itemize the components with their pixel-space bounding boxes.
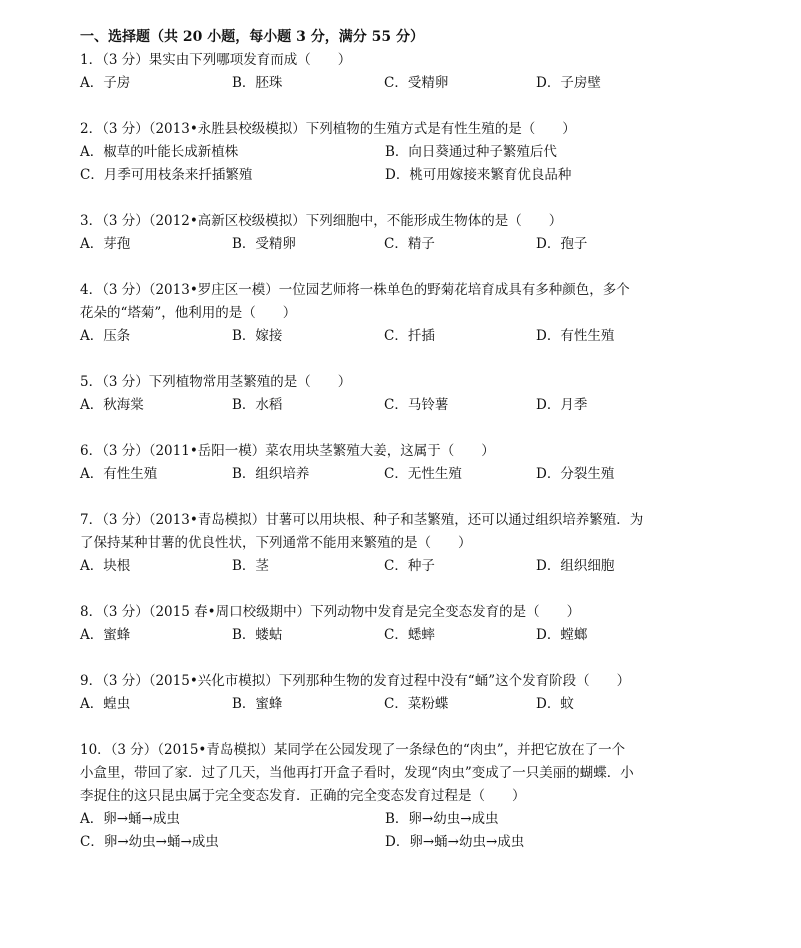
question-spacer [80,187,720,210]
option-a: A．子房 [80,75,131,91]
options-group [80,463,720,486]
option-b: B．胚珠 [232,75,283,91]
question-stem-line: 3．（3 分）（2012•高新区校级模拟）下列细胞中，不能形成生物体的是（ ） [80,213,563,229]
question-stem-line: 5．（3 分）下列植物常用茎繁殖的是（ ） [80,374,352,390]
option-b: B．受精卵 [232,236,296,252]
options-group [80,325,720,348]
question-8 [80,601,720,670]
option-b: B．卵→幼虫→成虫 [385,811,499,827]
option-d: D．有性生殖 [536,328,615,344]
option-a: A．压条 [80,328,131,344]
options-group [80,72,720,95]
question-stem-line: 8．（3 分）（2015 春•周口校级期中）下列动物中发育是完全变态发育的是（ ） [80,604,581,620]
question-spacer [80,647,720,670]
option-d: D．分裂生殖 [536,466,615,482]
option-a: A．卵→蛹→成虫 [80,811,180,827]
option-a: A．块根 [80,558,131,574]
question-6 [80,440,720,509]
option-b: B．蝼蛄 [232,627,283,643]
option-b: B．组织培养 [232,466,310,482]
question-9 [80,670,720,739]
options-group [80,394,720,417]
option-a: A．有性生殖 [80,466,158,482]
option-d: D．组织细胞 [536,558,615,574]
question-stem-line: 小盒里，带回了家．过了几天，当他再打开盒子看时，发现“肉虫”变成了一只美丽的蝴蝶．小 [80,765,634,781]
option-c: C．种子 [384,558,435,574]
option-d: D．卵→蛹→幼虫→成虫 [385,834,525,850]
question-stem-line: 9．（3 分）（2015•兴化市模拟）下列那种生物的发育过程中没有“蛹”这个发育阶段（ ） [80,673,631,689]
option-a: A．蝗虫 [80,696,131,712]
option-c: C．卵→幼虫→蛹→成虫 [80,834,219,850]
option-a: A．蜜蜂 [80,627,131,643]
question-10 [80,739,720,854]
question-3 [80,210,720,279]
options-group [80,141,720,187]
question-spacer [80,716,720,739]
question-1 [80,49,720,118]
question-spacer [80,256,720,279]
question-stem-line: 了保持某种甘薯的优良性状，下列通常不能用来繁殖的是（ ） [80,535,472,551]
option-d: D．桃可用嫁接来繁育优良品种 [385,167,572,183]
options-group [80,808,720,854]
option-c: C．菜粉蝶 [384,696,449,712]
options-group [80,624,720,647]
option-b: B．蜜蜂 [232,696,283,712]
option-c: C．马铃薯 [384,397,449,413]
options-group [80,233,720,256]
question-4 [80,279,720,371]
option-b: B．茎 [232,558,269,574]
question-spacer [80,417,720,440]
option-c: C．蟋蟀 [384,627,435,643]
option-c: C．无性生殖 [384,466,462,482]
option-a: A．芽孢 [80,236,131,252]
option-c: C．受精卵 [384,75,449,91]
option-d: D．螳螂 [536,627,588,643]
question-spacer [80,578,720,601]
question-5 [80,371,720,440]
question-7 [80,509,720,601]
question-stem-line: 6．（3 分）（2011•岳阳一模）菜农用块茎繁殖大姜，这属于（ ） [80,443,495,459]
option-d: D．蚊 [536,696,574,712]
options-group [80,693,720,716]
exam-page [80,26,720,854]
option-a: A．椒草的叶能长成新植株 [80,144,239,160]
option-b: B．水稻 [232,397,283,413]
option-d: D．孢子 [536,236,588,252]
option-b: B．向日葵通过种子繁殖后代 [385,144,557,160]
question-stem-line: 2．（3 分）（2013•永胜县校级模拟）下列植物的生殖方式是有性生殖的是（ ） [80,121,576,137]
option-c: C．月季可用枝条来扦插繁殖 [80,167,253,183]
option-a: A．秋海棠 [80,397,144,413]
question-spacer [80,486,720,509]
option-b: B．嫁接 [232,328,283,344]
option-c: C．精子 [384,236,435,252]
section-title: 一、选择题（共 20 小题，每小题 3 分，满分 55 分） [80,29,424,45]
option-c: C．扦插 [384,328,435,344]
options-group [80,555,720,578]
question-2 [80,118,720,210]
question-list [80,49,720,854]
question-stem-line: 7．（3 分）（2013•青岛模拟）甘薯可以用块根、种子和茎繁殖，还可以通过组织培养繁殖．为 [80,512,644,528]
question-stem-line: 花朵的“塔菊”，他利用的是（ ） [80,305,297,321]
question-stem-line: 10．（3 分）（2015•青岛模拟）某同学在公园发现了一条绿色的“肉虫”，并把它放在了一个 [80,742,626,758]
question-spacer [80,348,720,371]
question-stem-line: 李捉住的这只昆虫属于完全变态发育．正确的完全变态发育过程是（ ） [80,788,526,804]
question-stem-line: 1．（3 分）果实由下列哪项发育而成（ ） [80,52,352,68]
question-spacer [80,95,720,118]
question-stem-line: 4．（3 分）（2013•罗庄区一模）一位园艺师将一株单色的野菊花培育成具有多种颜色，多个 [80,282,630,298]
option-d: D．子房壁 [536,75,601,91]
option-d: D．月季 [536,397,588,413]
